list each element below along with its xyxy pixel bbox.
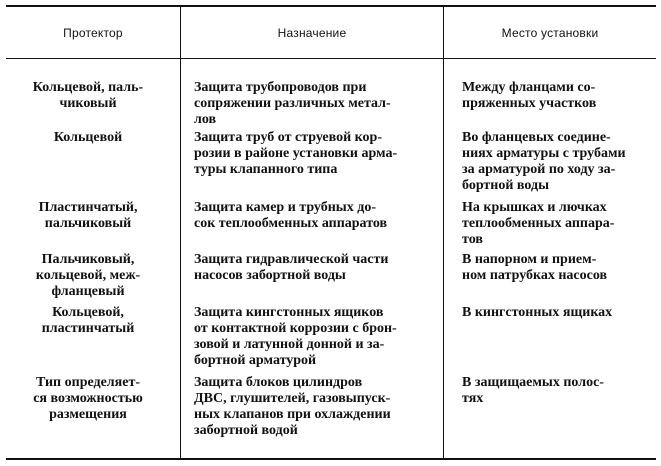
row-3-location: На крышках и лючках теплообменных аппара- тов: [462, 200, 615, 247]
header-location: Место установки: [501, 26, 599, 40]
row-3-protector: Пластинчатый, пальчиковый: [38, 200, 138, 231]
row-4-protector: Пальчиковый, кольцевой, меж- фланцевый: [35, 252, 141, 299]
header-protector: Протектор: [63, 26, 123, 40]
row-5-location: В кингстонных ящиках: [462, 305, 613, 320]
row-1-purpose: Защита трубопроводов при сопряжении различных метал- лов: [194, 80, 391, 127]
column-divider-2: [443, 6, 444, 459]
row-6-purpose: Защита блоков цилиндров ДВС, глушителей, газовыпуск- ных клапанов при охлаждении забортной водой: [194, 375, 391, 438]
row-4-purpose: Защита гидравлической части насосов забортной воды: [194, 252, 389, 283]
row-2-purpose: Защита труб от струевой кор- розии в районе установки арма- туры клапанного типа: [194, 130, 398, 177]
row-2-location: Во фланцевых соедине- ниях арматуры с трубами за арматурой по ходу за- бортной воды: [462, 130, 626, 193]
header-purpose: Назначение: [277, 26, 347, 40]
top-rule: [6, 5, 656, 7]
row-6-location: В защищаемых полос- тях: [462, 375, 604, 406]
header-rule: [6, 58, 656, 59]
column-divider-1: [180, 6, 181, 459]
row-1-protector: Кольцевой, паль- чиковый: [32, 80, 144, 111]
bottom-rule: [6, 458, 656, 460]
row-5-purpose: Защита кингстонных ящиков от контактной коррозии с брон- зовой и латунной донной и за- бортной арматурой: [194, 305, 397, 368]
row-2-protector: Кольцевой: [53, 130, 123, 145]
row-5-protector: Кольцевой, пластинчатый: [41, 305, 135, 336]
row-4-location: В напорном и прием- ном патрубках насосов: [462, 252, 608, 283]
row-6-protector: Тип определяет- ся возможностью размещения: [33, 375, 143, 422]
row-1-location: Между фланцами со- пряженных участков: [462, 80, 597, 111]
row-3-purpose: Защита камер и трубных до- сок теплообменных аппаратов: [194, 200, 388, 231]
